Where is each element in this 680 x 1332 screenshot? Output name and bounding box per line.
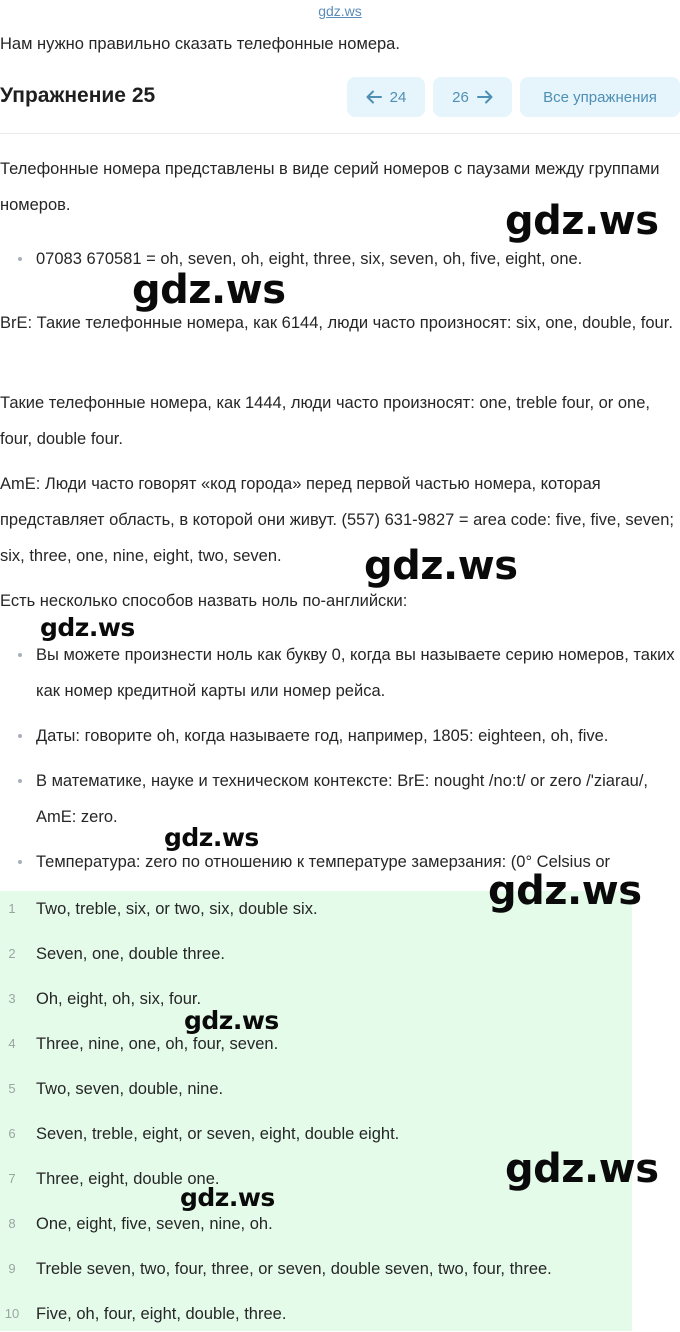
theory-paragraph-1: Телефонные номера представлены в виде серий номеров с паузами между группами номеров. (0, 160, 660, 214)
answer-number: 8 (8, 1216, 16, 1231)
next-exercise-button[interactable] (433, 77, 512, 117)
zero-ways-heading: Есть несколько способов назвать ноль по-английски: (0, 592, 408, 610)
answer-row (0, 1251, 632, 1287)
page-title: Упражнение 25 (0, 84, 156, 107)
arrow-right-icon (477, 90, 493, 104)
top-watermark-link[interactable]: gdz.ws (318, 3, 362, 19)
answer-text: Seven, treble, eight, or seven, eight, double eight. (36, 1125, 400, 1143)
answer-number: 5 (8, 1081, 16, 1096)
bullet-dot (18, 257, 22, 261)
answer-text: Three, eight, double one. (36, 1170, 220, 1188)
zero-bullet-math: В математике, науке и техническом контексте: BrE: nought /no:t/ or zero /'ziarau/, AmE: zero. (36, 763, 676, 835)
theory-paragraph-ame: AmE: Люди часто говорят «код города» перед первой частью номера, которая представляет область, в которой они живут. (557) 631-9827 = area code: five, five, seven; six, three, one, nine, eight, two, seven. (0, 475, 674, 565)
answer-text: Two, treble, six, or two, six, double six. (36, 900, 318, 918)
answer-text: Three, nine, one, oh, four, seven. (36, 1035, 279, 1053)
watermark: gdz.ws (364, 543, 518, 589)
answer-number: 10 (4, 1306, 20, 1321)
watermark: gdz.ws (132, 267, 286, 313)
answer-number: 1 (8, 901, 16, 916)
answer-text: Seven, one, double three. (36, 945, 225, 963)
bullet-dot (18, 734, 22, 738)
bullet-dot (18, 653, 22, 657)
watermark: gdz.ws (40, 613, 135, 642)
answer-row (0, 1206, 632, 1242)
bullet-dot (18, 779, 22, 783)
answer-row (0, 936, 632, 972)
answer-row (0, 981, 632, 1017)
answer-text: One, eight, five, seven, nine, oh. (36, 1215, 273, 1233)
answers-panel (0, 891, 632, 1331)
all-exercises-label: Все упражнения (543, 88, 657, 106)
answer-row (0, 1071, 632, 1107)
answer-text: Treble seven, two, four, three, or seven, double seven, two, four, three. (36, 1260, 552, 1278)
watermark: gdz.ws (488, 868, 642, 914)
answer-number: 7 (8, 1171, 16, 1186)
answer-text: Five, oh, four, eight, double, three. (36, 1305, 287, 1323)
answer-number: 4 (8, 1036, 16, 1051)
theory-bullet-example: 07083 670581 = oh, seven, oh, eight, three, six, seven, oh, five, eight, one. (36, 241, 676, 277)
theory-paragraph-1444: Такие телефонные номера, как 1444, люди часто произносят: one, treble four, or one, four, double four. (0, 394, 650, 448)
answer-number: 6 (8, 1126, 16, 1141)
zero-bullet-letter: Вы можете произнести ноль как букву 0, когда вы называете серию номеров, таких как номер кредитной карты или номер рейса. (36, 637, 676, 709)
watermark: gdz.ws (180, 1183, 275, 1212)
answer-number: 2 (8, 946, 16, 961)
bullet-dot (18, 860, 22, 864)
zero-bullet-dates: Даты: говорите oh, когда называете год, например, 1805: eighteen, oh, five. (36, 718, 676, 754)
watermark: gdz.ws (505, 198, 659, 244)
answer-row (0, 1026, 632, 1062)
answer-number: 9 (8, 1261, 16, 1276)
theory-paragraph-bre: BrE: Такие телефонные номера, как 6144, люди часто произносят: six, one, double, four. (0, 314, 673, 332)
prev-exercise-button[interactable] (347, 77, 425, 117)
prev-exercise-label: 24 (389, 88, 407, 106)
answer-number: 3 (8, 991, 16, 1006)
answer-text: Oh, eight, oh, six, four. (36, 990, 202, 1008)
intro-text: Нам нужно правильно сказать телефонные номера. (0, 35, 400, 53)
answer-text: Two, seven, double, nine. (36, 1080, 224, 1098)
next-exercise-label: 26 (452, 88, 469, 106)
watermark: gdz.ws (505, 1146, 659, 1192)
header-divider (0, 133, 680, 134)
all-exercises-button[interactable] (520, 77, 680, 117)
zero-bullet-temperature: Температура: zero по отношению к температуре замерзания: (0° Celsius or (36, 844, 676, 880)
answer-row (0, 1296, 632, 1332)
watermark: gdz.ws (164, 823, 259, 852)
watermark: gdz.ws (184, 1006, 279, 1035)
arrow-left-icon (366, 90, 382, 104)
